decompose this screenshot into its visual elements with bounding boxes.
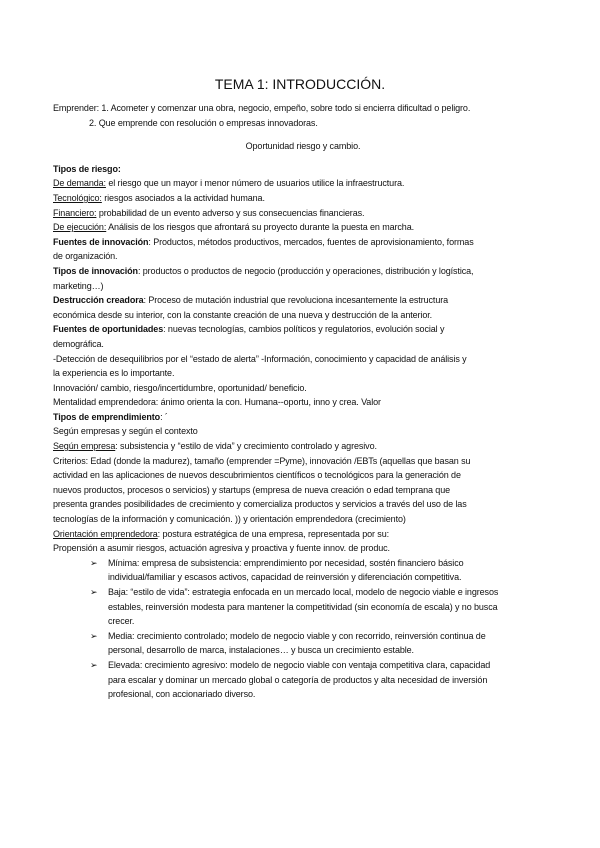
text-line <box>53 101 553 116</box>
bullet-item <box>53 658 553 673</box>
bold-label: Fuentes de innovación <box>53 236 149 247</box>
text-line <box>53 395 553 410</box>
document-body <box>53 101 553 702</box>
arrow-bullet-icon: ➢ <box>90 587 98 597</box>
line-text: Elevada: crecimiento agresivo: modelo de negocio viable con ventaja competitiva clara, capacidad <box>108 659 491 670</box>
text-line <box>53 337 553 352</box>
text-line <box>53 600 553 615</box>
line-text: : ´ <box>160 411 168 422</box>
bold-label: Fuentes de oportunidades <box>53 324 164 335</box>
line-text: 2. Que emprende con resolución o empresas innovadoras. <box>89 117 318 128</box>
underlined-label: Financiero: <box>53 207 97 218</box>
text-line <box>53 497 553 512</box>
line-text: presenta grandes posibilidades de crecimiento y comercializa productos y servicios a través del uso de las <box>53 499 467 510</box>
line-text: tecnologías de la información y comunicación. )) y orientación emprendedora (crecimiento) <box>53 514 406 525</box>
text-line <box>53 424 553 439</box>
underlined-label: Según empresa <box>53 441 116 452</box>
text-line <box>53 570 553 585</box>
line-text: Propensión a asumir riesgos, actuación agresiva y proactiva y fuente innov. de produc. <box>53 543 390 554</box>
text-line <box>53 527 553 542</box>
line-text: estables, reinversión modesta para mantener la competitividad (sin economía de escala) y no busca <box>108 601 498 612</box>
line-text: Baja: “estilo de vida”: estrategia enfocada en un mercado local, modelo de negocio viable e ingresos <box>108 587 499 597</box>
text-line <box>53 308 553 323</box>
text-line <box>53 439 553 454</box>
text-line <box>53 512 553 527</box>
arrow-bullet-icon: ➢ <box>90 659 98 670</box>
line-text: profesional, con accionariado diverso. <box>108 689 256 700</box>
line-text: demográfica. <box>53 338 104 349</box>
text-line <box>53 249 553 264</box>
text-line <box>53 454 553 469</box>
line-text: económica desde su interior, con la constante creación de una nueva y destrucción de la anterior. <box>53 309 433 320</box>
line-text: Oportunidad riesgo y cambio. <box>245 140 361 151</box>
arrow-bullet-icon: ➢ <box>90 557 98 568</box>
text-line <box>53 206 553 221</box>
line-text: Análisis de los riesgos que afrontará su proyecto durante la puesta en marcha. <box>106 222 415 233</box>
text-line <box>53 687 553 702</box>
line-text: crecer. <box>108 616 135 627</box>
bullet-item <box>53 556 553 571</box>
bold-label: Destrucción creadora <box>53 295 144 306</box>
line-text: Mentalidad emprendedora: ánimo orienta la con. Humana--oportu, inno y crea. Valor <box>53 397 381 408</box>
arrow-bullet-icon: ➢ <box>90 630 98 641</box>
text-line <box>53 643 553 658</box>
line-text: el riesgo que un mayor i menor número de usuarios utilice la infraestructura. <box>105 178 405 189</box>
text-line <box>53 116 553 131</box>
text-line <box>53 410 553 425</box>
line-text: : postura estratégica de una empresa, representada por su: <box>157 528 390 539</box>
text-line <box>53 139 553 154</box>
line-text: actividad en las aplicaciones de nuevos descubrimientos científicos o tecnológicos para la generación de <box>53 470 461 481</box>
underlined-label: Tecnológico: <box>53 192 102 203</box>
line-text: riesgos asociados a la actividad humana. <box>101 192 265 203</box>
text-line <box>53 322 553 337</box>
text-line <box>53 468 553 483</box>
bold-label: Tipos de riesgo: <box>53 163 121 174</box>
line-text: personal, desarrollo de marca, instalaciones… y busca un crecimiento estable. <box>108 645 414 656</box>
text-line <box>53 541 553 556</box>
line-text: Mínima: empresa de subsistencia: emprendimiento por necesidad, sostén financiero básico <box>108 557 464 568</box>
line-text: : nuevas tecnologías, cambios políticos y regulatorios, evolución social y <box>163 324 445 335</box>
underlined-label: De demanda: <box>53 178 106 189</box>
underlined-label: Orientación emprendedora <box>53 528 158 539</box>
line-text: la experiencia es lo importante. <box>53 368 175 379</box>
line-text: Según empresas y según el contexto <box>53 426 198 437</box>
page-title: TEMA 1: INTRODUCCIÓN. <box>214 76 386 92</box>
text-line <box>53 220 553 235</box>
text-line <box>53 293 553 308</box>
line-text: Criterios: Edad (donde la madurez), tamaño (emprender =Pyme), innovación /EBTs (aquellas que basan su <box>53 455 471 466</box>
text-line <box>53 279 553 294</box>
line-text: marketing…) <box>53 280 104 291</box>
line-text: de organización. <box>53 251 118 262</box>
text-line <box>53 614 553 629</box>
bold-label: Tipos de emprendimiento <box>53 411 161 422</box>
line-text: probabilidad de un evento adverso y sus consecuencias financieras. <box>96 207 365 218</box>
text-line <box>53 191 553 206</box>
line-text: Innovación/ cambio, riesgo/incertidumbre, oportunidad/ beneficio. <box>53 382 307 393</box>
line-text: individual/familiar y escasos activos, capacidad de reinversión y diferenciación competitiva. <box>108 572 462 583</box>
text-line <box>53 176 553 191</box>
text-line <box>53 366 553 381</box>
bullet-item <box>53 585 553 600</box>
text-line <box>53 381 553 396</box>
text-line <box>53 235 553 250</box>
line-text: -Detección de desequilibrios por el “estado de alerta” -Información, conocimiento y capacidad de análisis y <box>53 353 467 364</box>
line-text: : subsistencia y “estilo de vida” y crecimiento controlado y agresivo. <box>115 441 377 452</box>
underlined-label: De ejecución: <box>53 222 107 233</box>
text-line <box>53 483 553 498</box>
line-text: nuevos productos, procesos o servicios) y startups (empresa de nueva creación o edad temprana que <box>53 484 451 495</box>
text-line <box>53 673 553 688</box>
line-text: : Productos, métodos productivos, mercados, fuentes de aprovisionamiento, formas <box>148 236 474 247</box>
text-line <box>53 352 553 367</box>
line-text: Emprender: 1. Acometer y comenzar una obra, negocio, empeño, sobre todo si encierra dificultad o peligro. <box>53 103 471 113</box>
text-line <box>53 264 553 279</box>
line-text: : Proceso de mutación industrial que revoluciona incesantemente la estructura <box>143 295 449 306</box>
bullet-item <box>53 629 553 644</box>
line-text: : productos o productos de negocio (producción y operaciones, distribución y logística, <box>137 265 474 276</box>
text-line <box>53 162 553 177</box>
line-text: Media: crecimiento controlado; modelo de negocio viable y con recorrido, reinversión continua de <box>108 630 486 641</box>
bold-label: Tipos de innovación <box>53 265 138 276</box>
line-text: para escalar y dominar un mercado global o categoría de productos y alta necesidad de inversión <box>108 674 488 685</box>
